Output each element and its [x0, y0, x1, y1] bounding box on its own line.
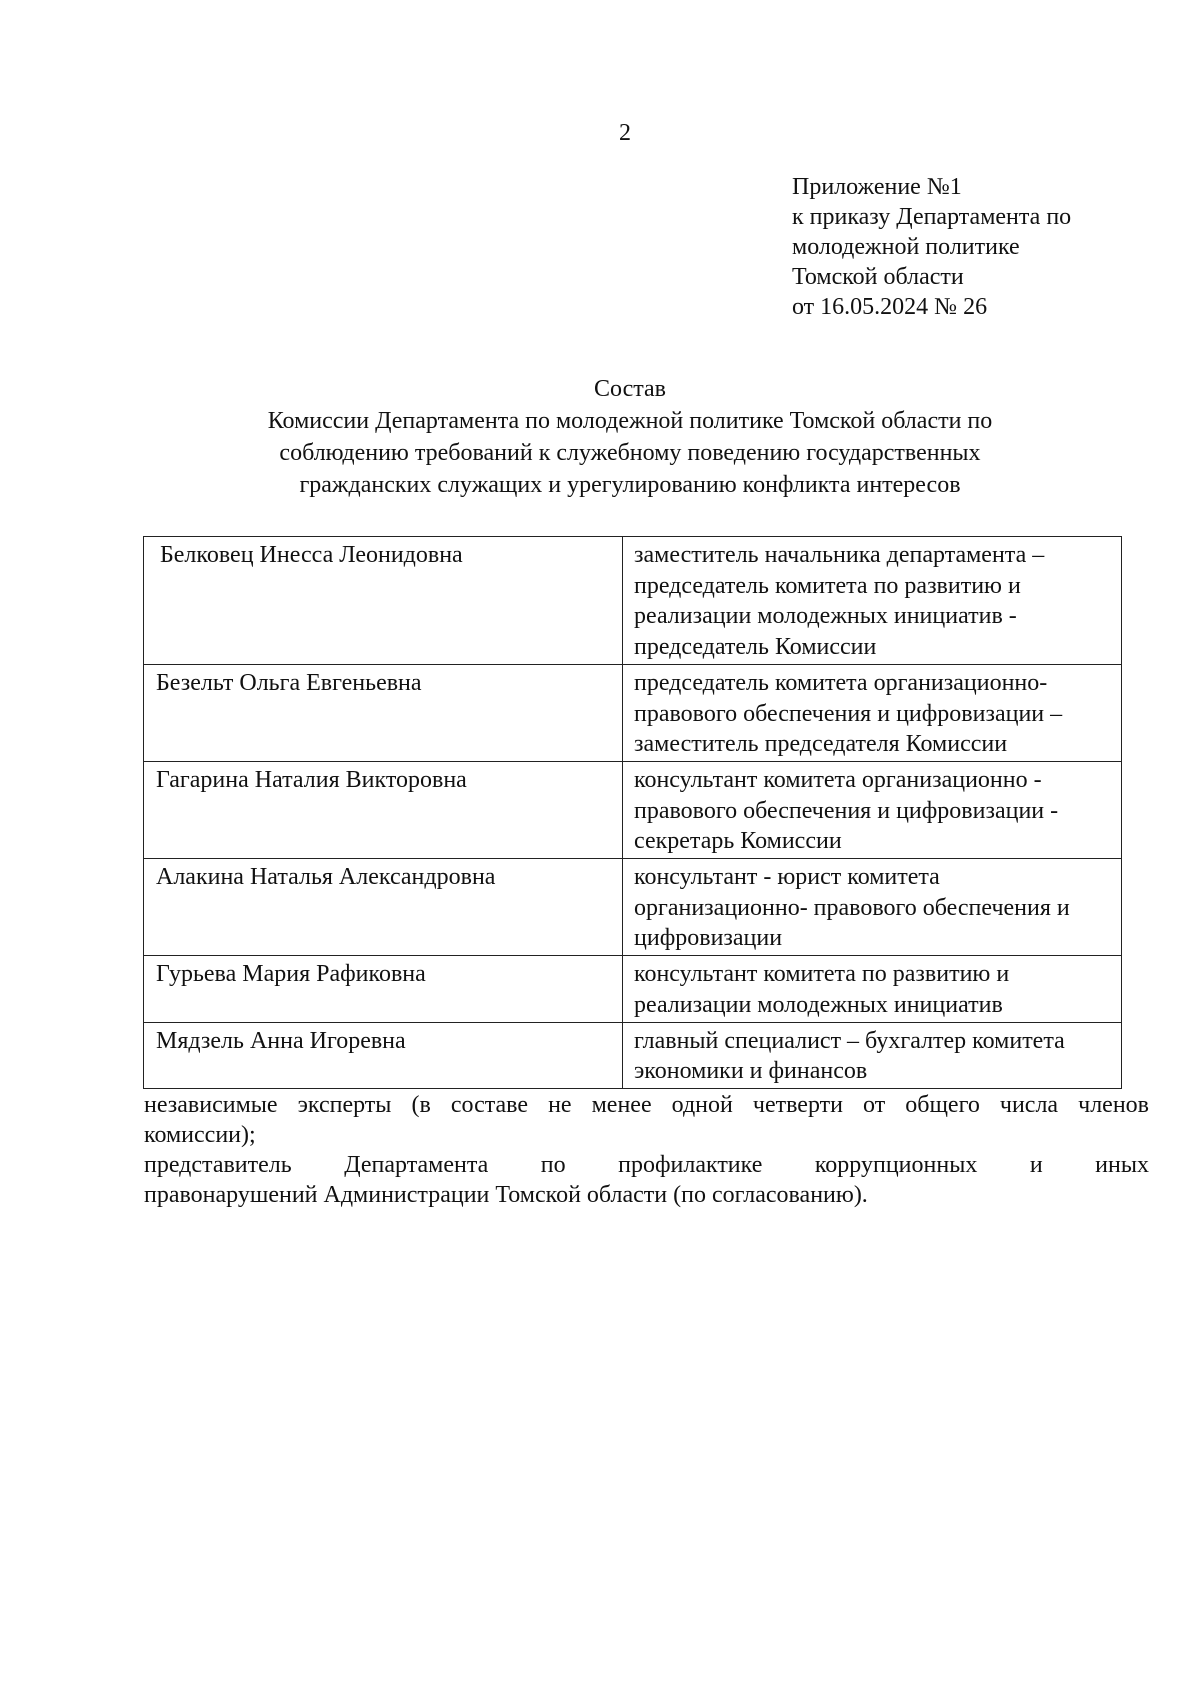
member-role [623, 761, 1122, 858]
role-line: реализации молодежных инициатив - [634, 603, 1017, 630]
member-role [623, 859, 1122, 956]
member-role [623, 537, 1122, 665]
role-line: консультант комитета по развитию и [634, 961, 1010, 988]
heading-title: Состав [593, 376, 667, 402]
role-line: реализации молодежных инициатив [634, 991, 1003, 1018]
role-line: председатель комитета организационно- [634, 669, 1048, 696]
table-row [144, 761, 1122, 858]
appendix-line: Томской области [792, 264, 964, 290]
role-line: организационно- правового обеспечения и [634, 894, 1070, 921]
notes-block [144, 1090, 1149, 1210]
heading-line: Комиссии Департамента по молодежной политике Томской области по [267, 408, 993, 434]
appendix-line: Приложение №1 [792, 174, 962, 200]
member-role [623, 1022, 1122, 1088]
table-row [144, 859, 1122, 956]
document-heading [250, 373, 1010, 501]
role-line: председатель комитета по развитию и [634, 572, 1021, 599]
role-line: правового обеспечения и цифровизации – [634, 700, 1063, 727]
role-line: цифровизации [634, 925, 783, 952]
member-role [623, 956, 1122, 1022]
member-name: Белковец Инесса Леонидовна [144, 537, 623, 665]
member-name: Мядзель Анна Игоревна [144, 1022, 623, 1088]
note-line: представитель Департамента по профилактике коррупционных и иных [144, 1152, 1149, 1178]
appendix-line: молодежной политике [792, 234, 1020, 260]
appendix-date-line: от 16.05.2024 № 26 [792, 294, 988, 320]
appendix-line: к приказу Департамента по [792, 204, 1072, 230]
table-row [144, 1022, 1122, 1088]
member-name: Алакина Наталья Александровна [144, 859, 623, 956]
heading-line: гражданских служащих и урегулированию конфликта интересов [299, 472, 961, 498]
heading-line: соблюдению требований к служебному поведению государственных [279, 440, 981, 466]
role-line: консультант - юрист комитета [634, 864, 940, 891]
page-number: 2 [619, 120, 631, 146]
member-name: Гурьева Мария Рафиковна [144, 956, 623, 1022]
role-line: секретарь Комиссии [634, 828, 842, 855]
member-name: Гагарина Наталия Викторовна [144, 761, 623, 858]
role-line: экономики и финансов [634, 1058, 868, 1085]
note-line: правонарушений Администрации Томской области (по согласованию). [144, 1182, 868, 1208]
role-line: консультант комитета организационно - [634, 766, 1042, 793]
role-line: председатель Комиссии [634, 634, 877, 661]
table-row [144, 956, 1122, 1022]
member-name: Безельт Ольга Евгеньевна [144, 664, 623, 761]
members-table [143, 536, 1122, 1089]
role-line: правового обеспечения и цифровизации - [634, 797, 1059, 824]
table-row [144, 664, 1122, 761]
role-line: заместитель председателя Комиссии [634, 731, 1008, 758]
role-line: заместитель начальника департамента – [634, 542, 1045, 568]
note-line: независимые эксперты (в составе не менее одной четверти от общего числа членов [144, 1092, 1149, 1118]
note-line: комиссии); [144, 1122, 256, 1148]
appendix-block [792, 172, 1152, 322]
member-role [623, 664, 1122, 761]
table-row [144, 537, 1122, 665]
role-line: главный специалист – бухгалтер комитета [634, 1027, 1065, 1054]
